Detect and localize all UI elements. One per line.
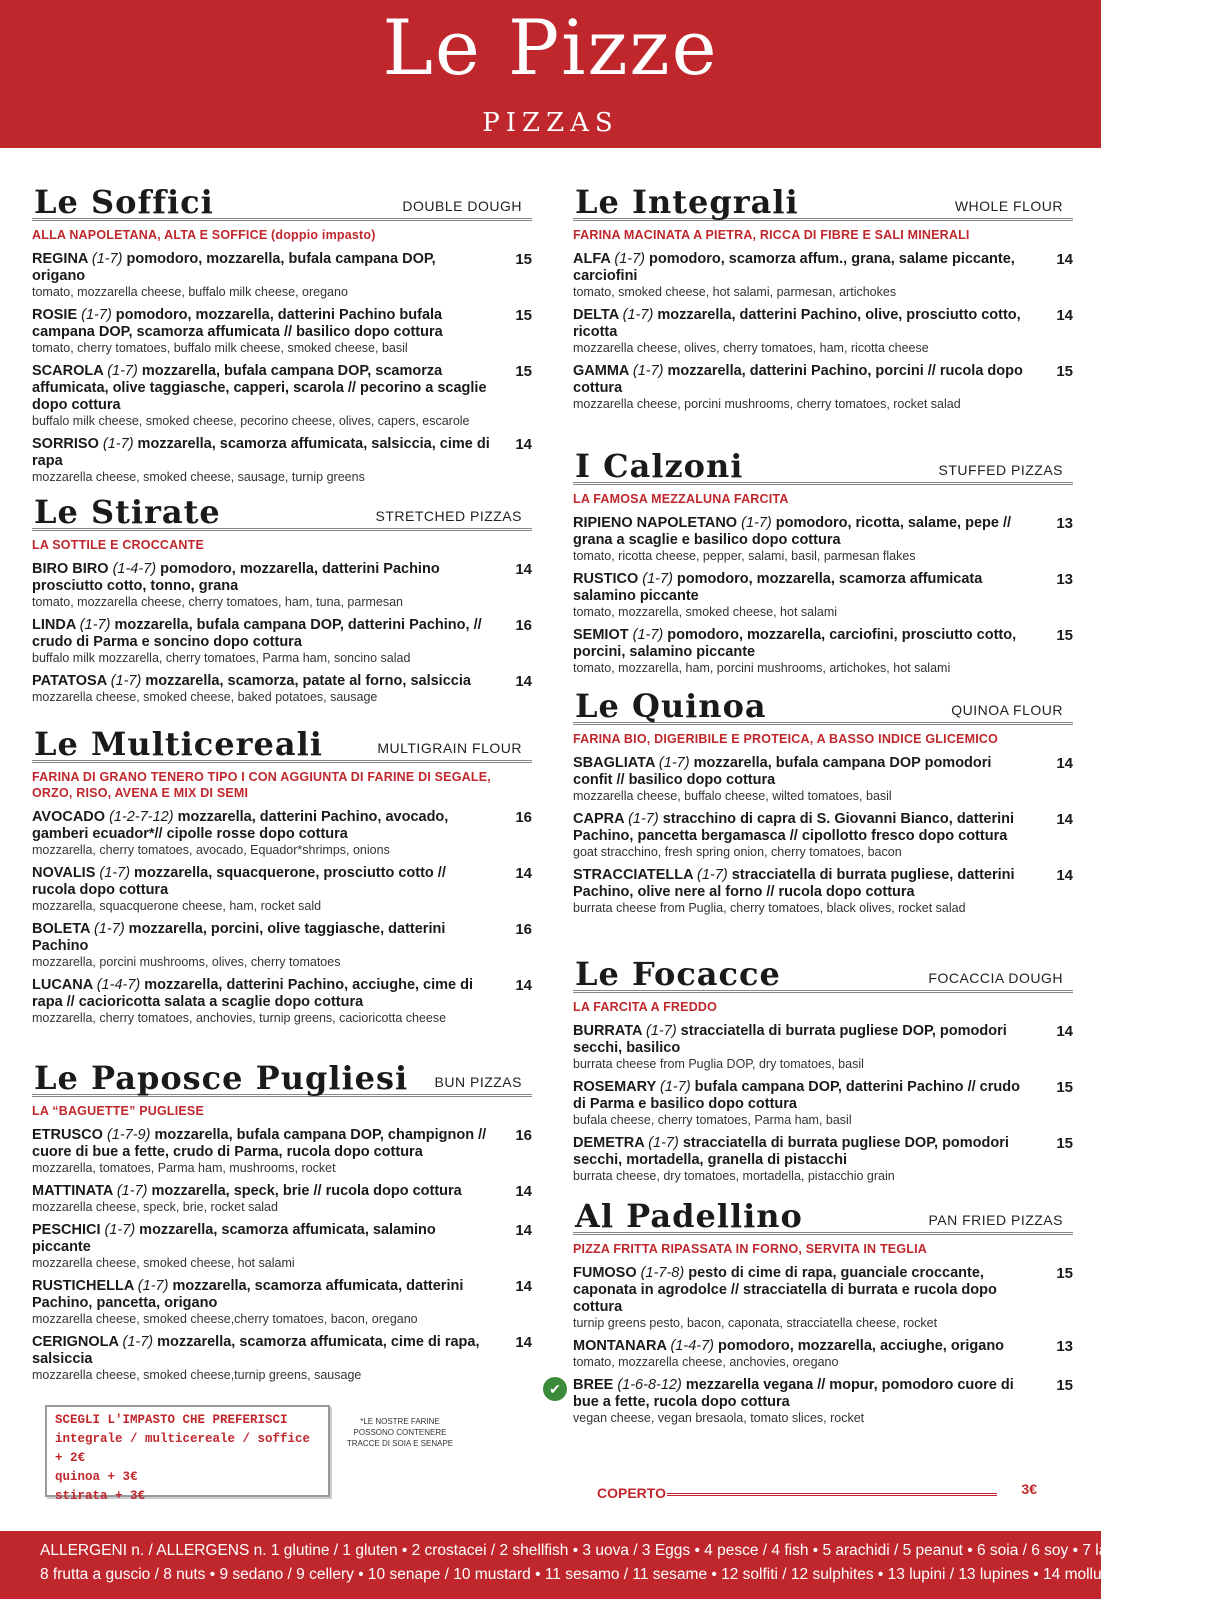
item-allergens: (1-7) [632, 627, 664, 643]
item-title [32, 561, 492, 595]
item-price: 15 [1056, 1377, 1073, 1394]
section-tag: DOUBLE DOUGH [402, 198, 522, 214]
menu-item [573, 307, 1073, 355]
section-title: Al Padellino [575, 1197, 803, 1235]
item-allergens: (1-4-7) [96, 977, 141, 993]
item-name: NOVALIS [32, 865, 96, 881]
item-price: 14 [1056, 867, 1073, 884]
item-price: 14 [515, 436, 532, 453]
item-title [32, 617, 492, 651]
item-title [32, 307, 492, 341]
section-description: PIZZA FRITTA RIPASSATA IN FORNO, SERVITA IN TEGLIA [573, 1242, 927, 1256]
item-name: LINDA [32, 617, 76, 633]
item-allergens: (1-7) [91, 251, 123, 267]
item-title [573, 1079, 1033, 1113]
section-tag: STRETCHED PIZZAS [375, 508, 522, 524]
section-title: Le Quinoa [575, 687, 767, 725]
item-price: 15 [515, 307, 532, 324]
menu-item [573, 867, 1073, 915]
item-allergens: (1-7) [79, 617, 111, 633]
item-ingredients: stracciatella di burrata pugliese, datterini Pachino, olive nere al forno // rucola dopo cottura [573, 867, 1015, 900]
allergens-row-1: ALLERGENI n. / ALLERGENS n. 1 glutine / 1 gluten • 2 crostacei / 2 shellfish • 3 uova / 3 Eggs • 4 pesce / 4 fish • 5 arachidi / 5 peanut • 6 soia / 6 soy • 7 latte / 7 milk [40, 1542, 1178, 1559]
item-translation: mozzarella cheese, smoked cheese,turnip greens, sausage [32, 1368, 362, 1382]
item-name: SEMIOT [573, 627, 629, 643]
item-allergens: (1-7) [99, 865, 131, 881]
menu-item [32, 363, 532, 428]
menu-item [573, 1023, 1073, 1071]
section-header [573, 176, 1073, 221]
item-allergens: (1-7) [628, 811, 659, 827]
item-price: 15 [1056, 627, 1073, 644]
section-multicereali [32, 718, 532, 1025]
item-title [573, 307, 1033, 341]
item-allergens: (1-7) [116, 1183, 148, 1199]
item-price: 14 [515, 1222, 532, 1239]
item-ingredients: pomodoro, scamorza affum., grana, salame piccante, carciofini [573, 251, 1015, 284]
section-tag: QUINOA FLOUR [951, 702, 1063, 718]
item-ingredients: stracchino di capra di S. Giovanni Bianco, datterini Pachino, pancetta bergamasca // cipollotto fresco dopo cottura [573, 811, 1015, 844]
menu-item [32, 307, 532, 355]
item-ingredients: mozzarella, speck, brie // rucola dopo cottura [147, 1183, 462, 1199]
item-ingredients: mozzarella, bufala campana DOP, champignon // cuore di bue a fette, crudo di Parma, rucola dopo cottura [32, 1127, 487, 1160]
item-allergens: (1-4-7) [112, 561, 157, 577]
item-title [32, 1183, 492, 1200]
item-ingredients: stracciatella di burrata pugliese DOP, pomodori secchi, basilico [573, 1023, 1007, 1056]
item-name: ALFA [573, 251, 611, 267]
item-title [573, 251, 1033, 285]
item-ingredients: mozzarella, datterini Pachino, porcini // rucola dopo cottura [573, 363, 1023, 396]
item-name: BURRATA [573, 1023, 642, 1039]
coperto-price: 3€ [1021, 1481, 1037, 1497]
item-price: 14 [1056, 811, 1073, 828]
item-allergens: (1-7) [614, 251, 645, 267]
section-description: LA FAMOSA MEZZALUNA FARCITA [573, 492, 789, 506]
section-header [32, 718, 532, 763]
item-ingredients: pesto di cime di rapa, guanciale croccante, caponata in agrodolce // stracciatella di burrata e rucola dopo cottura [573, 1265, 997, 1315]
item-translation: tomato, smoked cheese, hot salami, parmesan, artichokes [573, 285, 897, 299]
item-title [32, 865, 492, 899]
item-name: SBAGLIATA [573, 755, 655, 771]
item-title [573, 1135, 1033, 1169]
item-ingredients: pomodoro, mozzarella, bufala campana DOP, origano [32, 251, 436, 284]
item-ingredients: mezzarella vegana // mopur, pomodoro cuore di bue a fette, rucola dopo cottura [573, 1377, 1014, 1410]
item-price: 16 [515, 921, 532, 938]
item-title [573, 571, 1033, 605]
section-header [573, 680, 1073, 725]
item-translation: mozzarella cheese, smoked cheese,cherry tomatoes, bacon, oregano [32, 1312, 418, 1326]
item-name: FUMOSO [573, 1265, 637, 1281]
item-name: BIRO BIRO [32, 561, 109, 577]
section-title: Le Soffici [34, 183, 214, 221]
dough-box-line: integrale / multicereale / soffice + 2€ [55, 1432, 311, 1465]
menu-item [32, 809, 532, 857]
item-allergens: (1-7-8) [640, 1265, 685, 1281]
item-translation: bufala cheese, cherry tomatoes, Parma ham, basil [573, 1113, 852, 1127]
menu-item [32, 1127, 532, 1175]
item-name: GAMMA [573, 363, 629, 379]
item-name: PESCHICI [32, 1222, 101, 1238]
section-description: FARINA MACINATA A PIETRA, RICCA DI FIBRE E SALI MINERALI [573, 228, 970, 242]
item-title [32, 1278, 492, 1312]
item-allergens: (1-7) [646, 1023, 677, 1039]
item-translation: mozzarella cheese, buffalo cheese, wilted tomatoes, basil [573, 789, 892, 803]
menu-item [573, 571, 1073, 619]
item-title [32, 1222, 492, 1256]
section-header [32, 486, 532, 531]
item-name: BREE [573, 1377, 614, 1393]
item-ingredients: mozzarella, porcini, olive taggiasche, datterini Pachino [32, 921, 446, 954]
item-allergens: (1-4-7) [670, 1338, 714, 1354]
item-title [32, 1334, 492, 1368]
item-allergens: (1-7) [110, 673, 142, 689]
item-allergens: (1-7) [660, 1079, 691, 1095]
menu-item [573, 1079, 1073, 1127]
section-header [573, 1190, 1073, 1235]
section-tag: FOCACCIA DOUGH [928, 970, 1063, 986]
item-title [573, 1023, 1033, 1057]
dough-choice-box [45, 1405, 330, 1503]
item-price: 14 [515, 1334, 532, 1351]
menu-item [32, 1334, 532, 1382]
item-translation: mozzarella, cherry tomatoes, avocado, Equador*shrimps, onions [32, 843, 390, 857]
item-price: 16 [515, 617, 532, 634]
item-price: 14 [515, 865, 532, 882]
menu-item [573, 1135, 1073, 1183]
item-allergens: (1-7) [81, 307, 112, 323]
item-name: REGINA [32, 251, 88, 267]
item-translation: tomato, mozzarella, ham, porcini mushrooms, artichokes, hot salami [573, 661, 951, 675]
menu-item [32, 561, 532, 609]
section-calzoni [573, 440, 1073, 675]
item-ingredients: pomodoro, mozzarella, scamorza affumicata salamino piccante [573, 571, 983, 604]
menu-item [32, 436, 532, 484]
item-title [32, 921, 492, 955]
section-stirate [32, 486, 532, 704]
item-allergens: (1-7) [137, 1278, 169, 1294]
item-name: CAPRA [573, 811, 625, 827]
item-title [573, 755, 1033, 789]
item-allergens: (1-7) [102, 436, 134, 452]
section-tag: WHOLE FLOUR [954, 198, 1063, 214]
item-ingredients: mozzarella, scamorza affumicata, salamino piccante [32, 1222, 436, 1255]
item-price: 15 [515, 251, 532, 268]
item-allergens: (1-7) [648, 1135, 679, 1151]
item-allergens: (1-7) [741, 515, 772, 531]
item-price: 16 [515, 1127, 532, 1144]
item-price: 14 [1056, 1023, 1073, 1040]
item-name: RIPIENO NAPOLETANO [573, 515, 738, 531]
item-ingredients: bufala campana DOP, datterini Pachino // crudo di Parma e basilico dopo cottura [573, 1079, 1020, 1112]
menu-item [32, 865, 532, 913]
item-name: BOLETA [32, 921, 90, 937]
item-price: 14 [1056, 251, 1073, 268]
item-price: 14 [515, 673, 532, 690]
section-quinoa [573, 680, 1073, 915]
item-name: MATTINATA [32, 1183, 113, 1199]
page-title: Le Pizze [382, 3, 719, 92]
item-translation: tomato, ricotta cheese, pepper, salami, basil, parmesan flakes [573, 549, 916, 563]
item-translation: mozzarella cheese, speck, brie, rocket salad [32, 1200, 278, 1214]
item-title [573, 515, 1033, 549]
item-name: SCAROLA [32, 363, 104, 379]
item-title [32, 363, 492, 414]
menu-item [32, 977, 532, 1025]
item-ingredients: pomodoro, mozzarella, datterini Pachino prosciutto cotto, tonno, grana [32, 561, 440, 594]
item-translation: mozzarella, porcini mushrooms, olives, cherry tomatoes [32, 955, 341, 969]
section-tag: PAN FRIED PIZZAS [928, 1212, 1063, 1228]
item-ingredients: mozzarella, bufala campana DOP, datterini Pachino, // crudo di Parma e soncino dopo cottura [32, 617, 482, 650]
item-translation: vegan cheese, vegan bresaola, tomato slices, rocket [573, 1411, 865, 1425]
item-price: 13 [1056, 515, 1073, 532]
item-name: RUSTICO [573, 571, 639, 587]
section-header [32, 176, 532, 221]
item-price: 14 [515, 1278, 532, 1295]
section-paposce [32, 1052, 532, 1382]
section-focacce [573, 948, 1073, 1183]
section-tag: STUFFED PIZZAS [938, 462, 1063, 478]
item-price: 15 [1056, 363, 1073, 380]
menu-item [32, 1278, 532, 1326]
menu-item [32, 673, 532, 704]
section-description: LA FARCITA A FREDDO [573, 1000, 718, 1014]
item-ingredients: mozzarella, bufala campana DOP, scamorza affumicata, olive taggiasche, capperi, scarola // pecorino a scaglie dopo cottura [32, 363, 487, 413]
section-description: LA SOTTILE E CROCCANTE [32, 538, 204, 552]
flour-note: *LE NOSTRE FARINE POSSONO CONTENERE TRACCE DI SOIA E SENAPE [346, 1417, 454, 1448]
item-name: STRACCIATELLA [573, 867, 694, 883]
dough-box-title: SCEGLI L'IMPASTO CHE PREFERISCI [55, 1413, 288, 1427]
item-price: 15 [515, 363, 532, 380]
item-allergens: (1-7) [632, 363, 664, 379]
coperto-label: COPERTO [597, 1485, 666, 1501]
item-name: DELTA [573, 307, 619, 323]
item-name: MONTANARA [573, 1338, 667, 1354]
item-price: 15 [1056, 1265, 1073, 1282]
item-ingredients: mozzarella, datterini Pachino, avocado, gamberi ecuador*// cipolle rosse dopo cottura [32, 809, 449, 842]
menu-item [573, 755, 1073, 803]
section-header [32, 1052, 532, 1097]
item-translation: tomato, mozzarella, smoked cheese, hot salami [573, 605, 838, 619]
item-allergens: (1-2-7-12) [109, 809, 174, 825]
item-price: 14 [515, 1183, 532, 1200]
section-title: Le Multicereali [34, 725, 323, 763]
item-translation: mozzarella cheese, olives, cherry tomatoes, ham, ricotta cheese [573, 341, 929, 355]
allergens-row-2: 8 frutta a guscio / 8 nuts • 9 sedano / 9 cellery • 10 senape / 10 mustard • 11 sesamo / 11 sesame • 12 solfiti / 12 sulphites • 13 lupini / 13 lupines • 14 molluschi / 14 molluscs [40, 1566, 1224, 1583]
item-ingredients: mozzarella, datterini Pachino, olive, prosciutto cotto, ricotta [573, 307, 1021, 340]
item-price: 14 [1056, 755, 1073, 772]
section-tag: BUN PIZZAS [434, 1074, 522, 1090]
item-price: 13 [1056, 571, 1073, 588]
menu-item [573, 811, 1073, 859]
item-allergens: (1-7) [658, 755, 690, 771]
menu-item [549, 1377, 1073, 1425]
item-allergens: (1-7) [107, 363, 138, 379]
item-ingredients: pomodoro, mozzarella, datterini Pachino bufala campana DOP, scamorza affumicata // basilico dopo cottura [32, 307, 443, 340]
item-title [573, 363, 1033, 397]
item-translation: tomato, mozzarella cheese, cherry tomatoes, ham, tuna, parmesan [32, 595, 404, 609]
item-translation: burrata cheese from Puglia DOP, dry tomatoes, basil [573, 1057, 864, 1071]
item-allergens: (1-6-8-12) [617, 1377, 682, 1393]
header-banner [0, 0, 1101, 148]
item-name: ROSEMARY [573, 1079, 656, 1095]
section-title: Le Paposce Pugliesi [34, 1059, 409, 1097]
page-subtitle: PIZZAS [482, 108, 619, 138]
section-title: I Calzoni [575, 447, 744, 485]
item-name: RUSTICHELLA [32, 1278, 134, 1294]
item-allergens: (1-7) [122, 1334, 154, 1350]
item-title [573, 867, 1033, 901]
menu-item [573, 515, 1073, 563]
vegan-leaf-icon: ✔ [543, 1377, 567, 1401]
section-padellino [549, 1190, 1073, 1425]
item-ingredients: pomodoro, mozzarella, carciofini, prosciutto cotto, porcini, salamino piccante [573, 627, 1017, 660]
item-title [32, 809, 492, 843]
item-allergens: (1-7) [94, 921, 125, 937]
item-name: ETRUSCO [32, 1127, 103, 1143]
item-ingredients: mozzarella, scamorza affumicata, datterini Pachino, pancetta, origano [32, 1278, 464, 1311]
item-allergens: (1-7) [622, 307, 654, 323]
item-name: CERIGNOLA [32, 1334, 119, 1350]
item-translation: tomato, cherry tomatoes, buffalo milk cheese, smoked cheese, basil [32, 341, 408, 355]
item-name: PATATOSA [32, 673, 107, 689]
item-translation: burrata cheese, dry tomatoes, mortadella, pistacchio grain [573, 1169, 895, 1183]
item-price: 14 [1056, 307, 1073, 324]
item-translation: tomato, mozzarella cheese, buffalo milk cheese, oregano [32, 285, 348, 299]
allergens-footer [0, 1531, 1224, 1599]
section-description: FARINA BIO, DIGERIBILE E PROTEICA, A BASSO INDICE GLICEMICO [573, 732, 999, 746]
item-price: 14 [515, 977, 532, 994]
item-translation: goat stracchino, fresh spring onion, cherry tomatoes, bacon [573, 845, 902, 859]
item-ingredients: pomodoro, mozzarella, acciughe, origano [713, 1338, 1005, 1354]
section-description: LA “BAGUETTE” PUGLIESE [32, 1104, 205, 1118]
section-title: Le Focacce [575, 955, 781, 993]
item-translation: mozzarella, squacquerone cheese, ham, rocket sald [32, 899, 322, 913]
item-title [32, 436, 492, 470]
item-ingredients: pomodoro, ricotta, salame, pepe // grana a scaglie e basilico dopo cottura [573, 515, 1012, 548]
item-translation: turnip greens pesto, bacon, caponata, stracciatella cheese, rocket [573, 1316, 938, 1330]
menu-item [573, 1265, 1073, 1330]
item-name: LUCANA [32, 977, 93, 993]
item-title [32, 251, 492, 285]
item-ingredients: mozzarella, bufala campana DOP pomodori confit // basilico dopo cottura [573, 755, 992, 788]
item-title [573, 627, 1033, 661]
item-ingredients: stracciatella di burrata pugliese DOP, pomodori secchi, mortadella, granella di pistacchi [573, 1135, 1009, 1168]
menu-item [573, 251, 1073, 299]
item-price: 16 [515, 809, 532, 826]
menu-item [32, 617, 532, 665]
coperto-divider [667, 1493, 997, 1496]
section-title: Le Stirate [34, 493, 221, 531]
item-ingredients: mozzarella, scamorza affumicata, salsiccia, cime di rapa [32, 436, 490, 469]
menu-item [573, 627, 1073, 675]
item-ingredients: mozzarella, scamorza affumicata, cime di rapa, salsiccia [32, 1334, 480, 1367]
item-translation: mozzarella, cherry tomatoes, anchovies, turnip greens, cacioricotta cheese [32, 1011, 447, 1025]
item-name: ROSIE [32, 307, 78, 323]
menu-item [32, 1183, 532, 1214]
item-translation: buffalo milk cheese, smoked cheese, pecorino cheese, olives, capers, escarole [32, 414, 470, 428]
item-price: 14 [515, 561, 532, 578]
menu-item [32, 921, 532, 969]
dough-box-line: stirata + 3€ [55, 1489, 146, 1503]
item-allergens: (1-7) [697, 867, 728, 883]
menu-item [573, 363, 1073, 411]
item-translation: mozzarella cheese, smoked cheese, sausage, turnip greens [32, 470, 365, 484]
item-translation: mozzarella cheese, smoked cheese, hot salami [32, 1256, 295, 1270]
item-allergens: (1-7) [104, 1222, 136, 1238]
item-allergens: (1-7) [642, 571, 673, 587]
section-title: Le Integrali [575, 183, 799, 221]
item-translation: tomato, mozzarella cheese, anchovies, oregano [573, 1355, 839, 1369]
item-allergens: (1-7-9) [106, 1127, 151, 1143]
item-ingredients: mozzarella, datterini Pachino, acciughe, cime di rapa // cacioricotta salata a scaglie dopo cottura [32, 977, 474, 1010]
section-header [573, 948, 1073, 993]
dough-box-line: quinoa + 3€ [55, 1470, 138, 1484]
item-name: SORRISO [32, 436, 99, 452]
menu-item [32, 251, 532, 299]
item-translation: mozzarella cheese, smoked cheese, baked potatoes, sausage [32, 690, 378, 704]
section-description: ALLA NAPOLETANA, ALTA E SOFFICE (doppio impasto) [32, 228, 376, 242]
item-translation: mozzarella cheese, porcini mushrooms, cherry tomatoes, rocket salad [573, 397, 961, 411]
menu-item [573, 1338, 1073, 1369]
item-translation: mozzarella, tomatoes, Parma ham, mushrooms, rocket [32, 1161, 336, 1175]
section-tag: MULTIGRAIN FLOUR [377, 740, 522, 756]
item-translation: buffalo milk mozzarella, cherry tomatoes, Parma ham, soncino salad [32, 651, 411, 665]
item-title [573, 811, 1033, 845]
menu-item [32, 1222, 532, 1270]
section-description: FARINA DI GRANO TENERO TIPO I CON AGGIUNTA DI FARINE DI SEGALE, ORZO, RISO, AVENA E MIX DI SEMI [32, 770, 491, 800]
section-integrali [573, 176, 1073, 411]
item-name: AVOCADO [32, 809, 106, 825]
section-soffici [32, 176, 532, 484]
item-title [32, 977, 492, 1011]
item-translation: burrata cheese from Puglia, cherry tomatoes, black olives, rocket salad [573, 901, 966, 915]
item-title [32, 1127, 492, 1161]
item-title [573, 1338, 1033, 1355]
item-title [573, 1377, 1033, 1411]
item-title [32, 673, 492, 690]
coperto-row [597, 1481, 1037, 1507]
item-price: 15 [1056, 1135, 1073, 1152]
item-price: 15 [1056, 1079, 1073, 1096]
item-ingredients: mozzarella, squacquerone, prosciutto cotto // rucola dopo cottura [32, 865, 446, 898]
item-ingredients: mozzarella, scamorza, patate al forno, salsiccia [141, 673, 471, 689]
item-price: 13 [1056, 1338, 1073, 1355]
item-name: DEMETRA [573, 1135, 645, 1151]
section-header [573, 440, 1073, 485]
item-title [573, 1265, 1033, 1316]
